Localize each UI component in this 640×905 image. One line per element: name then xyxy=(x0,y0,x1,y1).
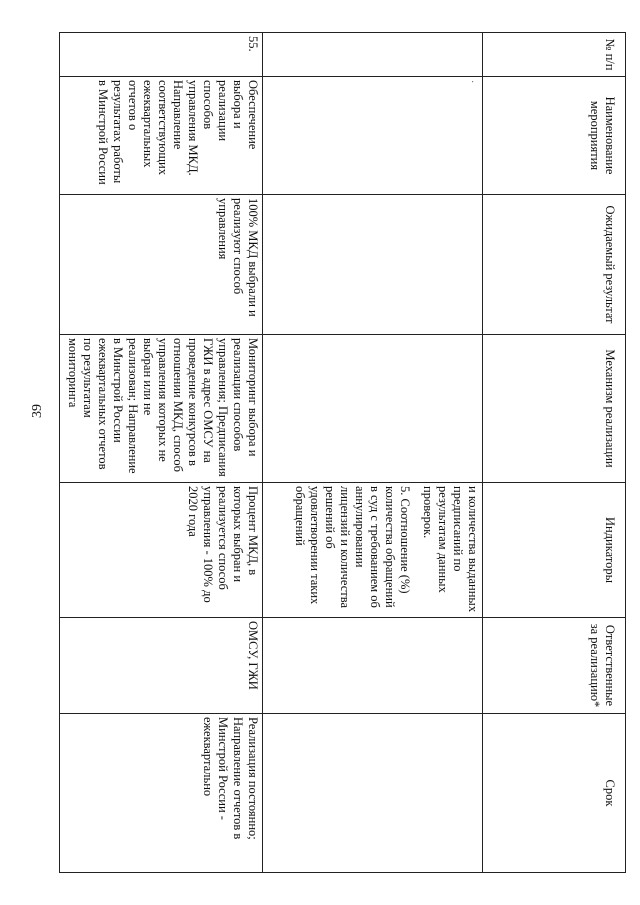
cell-result: 100% МКД выбрали и реализуют способ управления xyxy=(60,195,263,335)
cell-result xyxy=(263,195,483,335)
header-num: № п/п xyxy=(483,33,626,77)
indicator-text-2: 5. Соотношение (%) количества обращений в суд с требованием об аннулировании лицензий и количества решений об удовлетворении таких обращений xyxy=(293,486,412,609)
header-indicators: Индикаторы xyxy=(483,483,626,618)
cell-num xyxy=(263,33,483,77)
cell-deadline xyxy=(263,714,483,873)
cell-responsible: ОМСУ, ГЖИ xyxy=(60,618,263,714)
header-deadline: Срок xyxy=(483,714,626,873)
table-row xyxy=(60,33,263,873)
header-name: Наименование мероприятия xyxy=(483,77,626,195)
cell-responsible xyxy=(263,618,483,714)
cell-num: 55. xyxy=(60,33,263,77)
cell-indicators: Процент МКД, в которых выбран и реализуется способ управления - 100% до 2020 года xyxy=(60,483,263,618)
cell-name xyxy=(263,77,483,195)
cell-deadline: Реализация постоянно; Направление отчетов в Минстрой России - ежеквартально xyxy=(60,714,263,873)
header-result: Ожидаемый результат xyxy=(483,195,626,335)
header-mechanism: Механизм реализации xyxy=(483,335,626,483)
cell-mechanism: Мониторинг выбора и реализации способов управления; Предписания ГЖИ в адрес ОМСУ на проведение конкурсов в отношении МКД, способ управления которых не выбран или не реализован; Направление в Минстрой России ежеквартальных отчетов по результатам мониторинга xyxy=(60,335,263,483)
cell-mechanism xyxy=(263,335,483,483)
header-responsible: Ответственные за реализацию* xyxy=(483,618,626,714)
indicator-text-1: и количества выданных предписаний по результатам данных проверок. xyxy=(421,486,480,613)
table-row xyxy=(263,33,483,873)
table-header-row xyxy=(483,33,626,873)
rotated-table-container xyxy=(60,32,626,872)
plan-table xyxy=(59,32,626,873)
cell-name: Обеспечение выбора и реализации способов управления МКД. Направление соответствующих ежеквартальных отчетов о результатах работы в Минстрой России xyxy=(60,77,263,195)
scan-mark: · xyxy=(466,80,477,84)
page-number: 39 xyxy=(30,404,45,418)
cell-indicators xyxy=(263,483,483,618)
